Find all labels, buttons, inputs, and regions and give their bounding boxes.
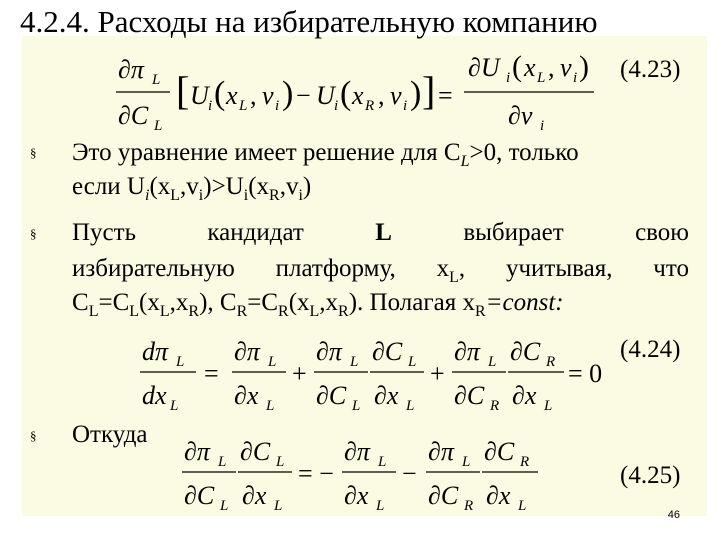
- word: платформу,: [275, 255, 396, 282]
- svg-text:v: v: [560, 53, 572, 82]
- svg-text:L: L: [378, 454, 387, 470]
- svg-text:(: (: [340, 75, 352, 112]
- svg-text:∂C: ∂C: [484, 437, 515, 466]
- svg-text:L: L: [276, 454, 285, 470]
- svg-text:+: +: [430, 359, 445, 388]
- equation-4-24-label: (4.24): [620, 336, 681, 363]
- bullet-1-line-1: Это уравнение имеет решение для $C_L>0$, только: [72, 139, 579, 170]
- svg-text:R: R: [520, 454, 530, 470]
- svg-text:L: L: [154, 118, 163, 134]
- svg-text:∂π: ∂π: [184, 437, 210, 466]
- svg-text:x: x: [524, 53, 536, 82]
- bullet-marker: §: [30, 428, 37, 443]
- svg-text:L: L: [352, 398, 361, 414]
- svg-text:∂x: ∂x: [344, 481, 369, 510]
- word: свою: [635, 219, 689, 246]
- equation-4-25-label: (4.25): [620, 462, 681, 489]
- svg-text:i: i: [275, 98, 280, 114]
- svg-text:L: L: [518, 498, 527, 514]
- svg-text:x: x: [226, 81, 238, 110]
- svg-text:L: L: [220, 498, 229, 514]
- svg-text:i: i: [334, 98, 339, 114]
- bullet-marker: §: [30, 226, 37, 241]
- word: кандидат: [207, 219, 304, 246]
- bullet-2-line-3-end: =const:: [485, 289, 564, 316]
- svg-text:(: (: [214, 75, 226, 112]
- bullet-2-line-3-tail: . Полагая x: [357, 289, 475, 316]
- bullet-1-line-2: если $U_i(x_L,v_i)>U_i(x_R,v_i)$: [72, 173, 312, 204]
- word: C: [72, 289, 89, 316]
- svg-text:dx: dx: [142, 381, 167, 410]
- bullet-2-line-3: $C_L=C_L(x_L,x_R)$, $C_R=C_R(x_L,x_R)$. Полагая $x_R=const$:: [72, 289, 564, 320]
- equation-4-25: [180, 430, 560, 516]
- svg-text:∂π: ∂π: [316, 337, 342, 366]
- svg-text:+: +: [292, 359, 307, 388]
- svg-text:R: R: [546, 354, 556, 370]
- word: L: [375, 219, 392, 246]
- svg-text:∂C: ∂C: [428, 481, 459, 510]
- svg-text:=: =: [204, 359, 219, 388]
- svg-text:L: L: [152, 72, 161, 88]
- svg-text:x: x: [352, 81, 364, 110]
- svg-text:∂C: ∂C: [240, 437, 271, 466]
- svg-text:=: =: [438, 81, 453, 110]
- svg-text:∂π: ∂π: [454, 337, 480, 366]
- bullet-1-line-2-rest: (x: [149, 173, 171, 200]
- svg-text:L: L: [218, 454, 227, 470]
- svg-text:): ): [282, 75, 294, 112]
- svg-text:L: L: [176, 354, 185, 370]
- svg-text:L: L: [376, 498, 385, 514]
- word: выбирает: [463, 219, 564, 246]
- svg-text:U: U: [316, 81, 335, 110]
- svg-text:∂C: ∂C: [454, 381, 485, 410]
- svg-text:U: U: [190, 81, 209, 110]
- svg-text:= −: = −: [298, 459, 334, 488]
- bullet-marker: §: [30, 145, 37, 160]
- svg-text:L: L: [266, 398, 275, 414]
- word: учитывая,: [505, 255, 613, 282]
- svg-text:∂x: ∂x: [234, 381, 259, 410]
- svg-text:∂C: ∂C: [372, 337, 403, 366]
- svg-text:): ): [579, 50, 589, 83]
- svg-text:,: ,: [250, 81, 257, 110]
- svg-text:L: L: [350, 354, 359, 370]
- svg-text:[: [: [176, 68, 190, 113]
- equation-4-24: [138, 330, 608, 414]
- word: Пусть: [72, 219, 136, 246]
- svg-text:v: v: [262, 81, 274, 110]
- svg-text:i: i: [540, 118, 545, 134]
- svg-text:∂x: ∂x: [512, 381, 537, 410]
- svg-text:∂π: ∂π: [118, 55, 144, 84]
- bullet-1-line-2-end: )>U: [203, 173, 244, 200]
- svg-text:i: i: [208, 98, 213, 114]
- svg-text:= 0: = 0: [568, 359, 603, 388]
- bullet-2-line-1: [72, 218, 689, 248]
- svg-text:dπ: dπ: [142, 337, 169, 366]
- svg-text:L: L: [488, 354, 497, 370]
- bullet-1-tail: >0, только: [469, 139, 579, 166]
- bullet-1-text: Это уравнение имеет решение для C: [72, 139, 461, 166]
- svg-text:∂v: ∂v: [508, 101, 533, 130]
- svg-text:,: ,: [548, 53, 555, 82]
- word: избирательную: [72, 255, 235, 282]
- svg-text:L: L: [406, 398, 415, 414]
- svg-text:L: L: [544, 398, 553, 414]
- equation-4-23: [112, 48, 612, 134]
- svg-text:R: R: [490, 398, 500, 414]
- svg-text:L: L: [408, 354, 417, 370]
- svg-text:): ): [410, 75, 422, 112]
- svg-text:v: v: [390, 81, 402, 110]
- bullet-3-text: Откуда: [72, 421, 148, 448]
- svg-text:L: L: [537, 70, 546, 86]
- svg-text:−: −: [296, 81, 311, 110]
- svg-text:i: i: [403, 98, 408, 114]
- svg-text:L: L: [462, 454, 471, 470]
- svg-text:]: ]: [422, 68, 436, 113]
- slide-title: 4.2.4. Расходы на избирательную компанию: [20, 4, 598, 39]
- svg-text:∂π: ∂π: [344, 437, 370, 466]
- word-x: x: [436, 255, 450, 282]
- svg-text:L: L: [170, 398, 179, 414]
- svg-text:i: i: [573, 70, 578, 86]
- svg-text:(: (: [512, 50, 522, 83]
- svg-text:i: i: [506, 70, 511, 86]
- svg-text:∂π: ∂π: [234, 337, 260, 366]
- word: $x_L$,: [436, 255, 466, 286]
- svg-text:∂C: ∂C: [510, 337, 541, 366]
- svg-text:L: L: [239, 98, 248, 114]
- svg-text:−: −: [402, 459, 417, 488]
- svg-text:L: L: [268, 354, 277, 370]
- bullet-1-line-2-prefix: если U: [72, 173, 145, 200]
- page-number: 46: [667, 509, 680, 521]
- svg-text:∂C: ∂C: [184, 481, 215, 510]
- svg-text:∂π: ∂π: [428, 437, 454, 466]
- svg-text:∂C: ∂C: [316, 381, 347, 410]
- svg-text:,: ,: [378, 81, 385, 110]
- svg-text:∂x: ∂x: [242, 481, 267, 510]
- svg-text:R: R: [365, 98, 375, 114]
- svg-text:L: L: [274, 498, 283, 514]
- svg-text:∂C: ∂C: [118, 101, 149, 130]
- word: что: [653, 255, 689, 282]
- equation-4-23-label: (4.23): [620, 56, 681, 83]
- svg-text:∂U: ∂U: [468, 53, 500, 82]
- svg-text:∂x: ∂x: [374, 381, 399, 410]
- svg-text:R: R: [464, 498, 474, 514]
- svg-text:∂x: ∂x: [486, 481, 511, 510]
